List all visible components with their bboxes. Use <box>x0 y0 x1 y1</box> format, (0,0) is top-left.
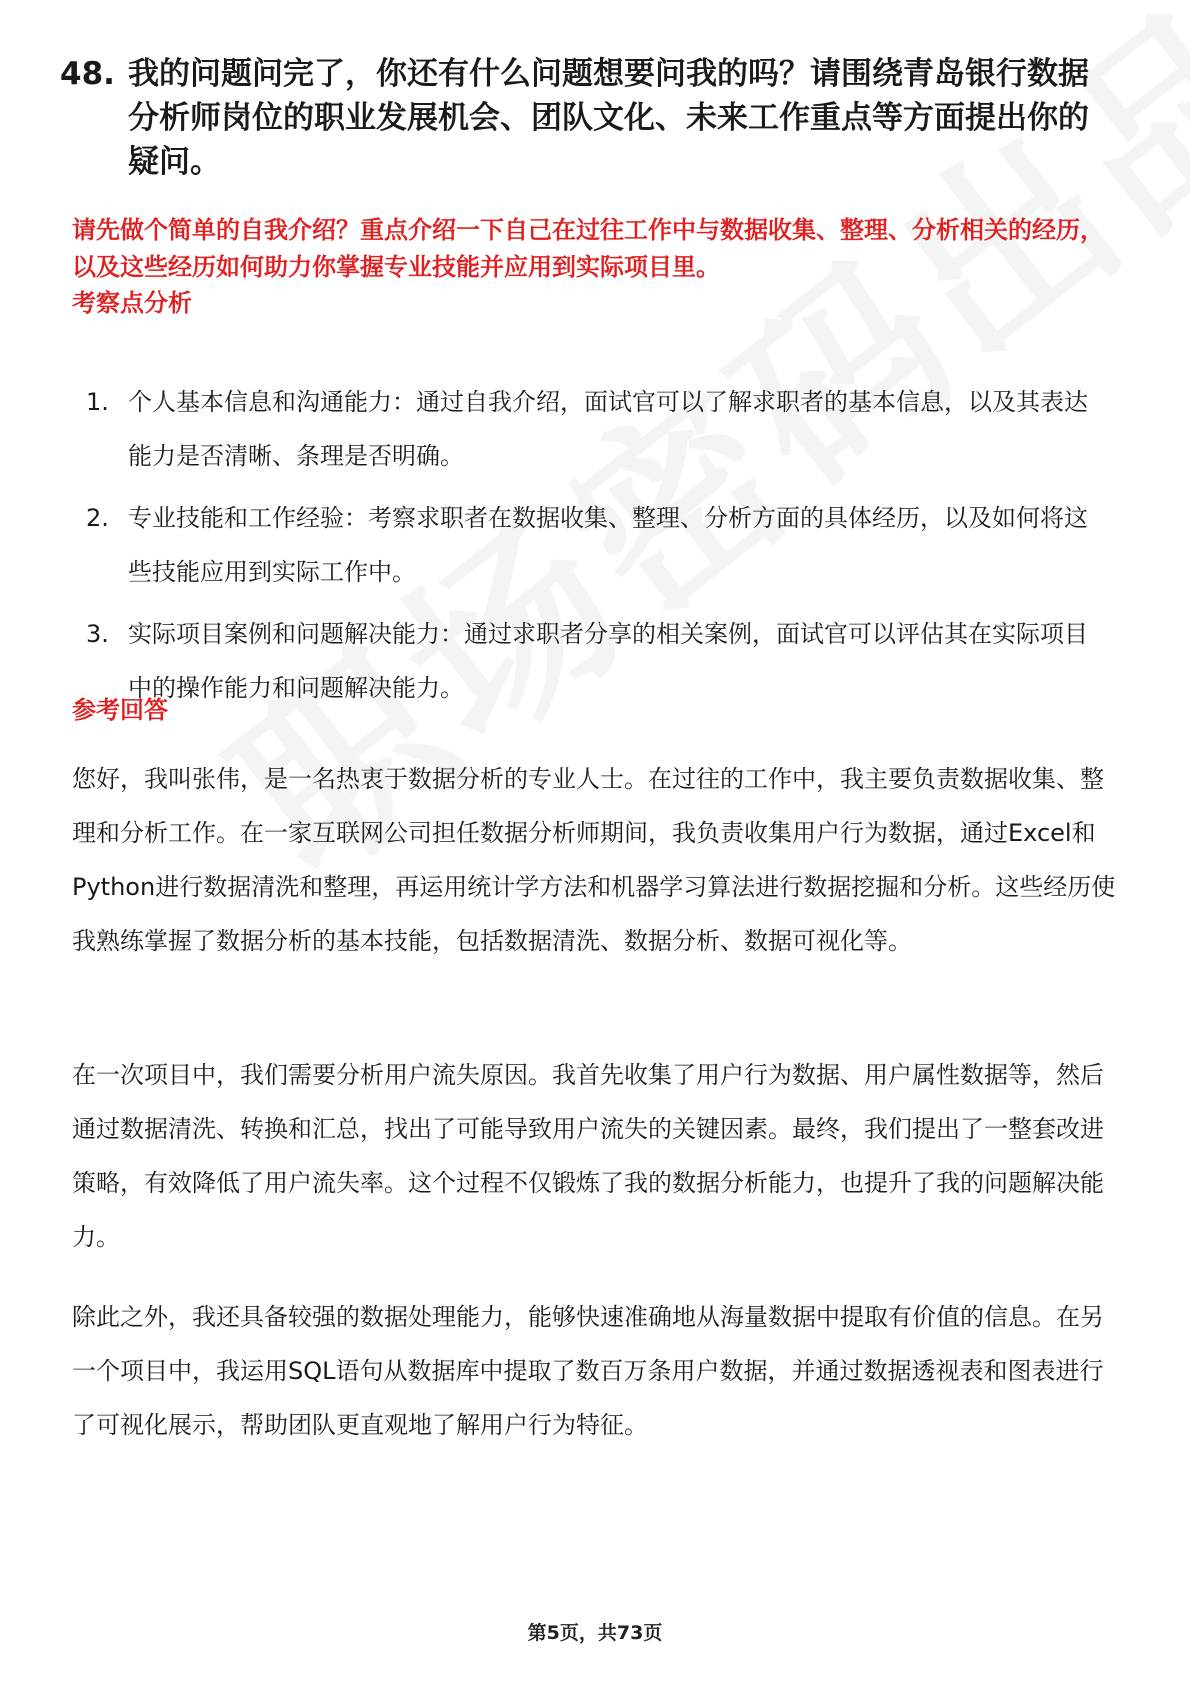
analysis-list <box>72 375 1122 723</box>
analysis-heading: 考察点分析 <box>72 289 192 317</box>
question-text: 我的问题问完了，你还有什么问题想要问我的吗？请围绕青岛银行数据分析师岗位的职业发展机会、团队文化、未来工作重点等方面提出你的疑问。 <box>128 56 1089 180</box>
list-item-text: 个人基本信息和沟通能力：通过自我介绍，面试官可以了解求职者的基本信息，以及其表达能力是否清晰、条理是否明确。 <box>128 388 1088 470</box>
list-item <box>72 607 1122 715</box>
answer-paragraph: 您好，我叫张伟，是一名热衷于数据分析的专业人士。在过往的工作中，我主要负责数据收集、整理和分析工作。在一家互联网公司担任数据分析师期间，我负责收集用户行为数据，通过Excel和Python进行数据清洗和整理，再运用统计学方法和机器学习算法进行数据挖掘和分析。这些经历使我熟练掌握了数据分析的基本技能，包括数据清洗、数据分析、数据可视化等。 <box>72 765 1116 955</box>
list-item-text: 专业技能和工作经验：考察求职者在数据收集、整理、分析方面的具体经历，以及如何将这些技能应用到实际工作中。 <box>128 504 1088 586</box>
list-item-number: 1. <box>86 388 109 416</box>
list-item-text: 实际项目案例和问题解决能力：通过求职者分享的相关案例，面试官可以评估其在实际项目中的操作能力和问题解决能力。 <box>128 620 1088 702</box>
answer-paragraph: 在一次项目中，我们需要分析用户流失原因。我首先收集了用户行为数据、用户属性数据等，然后通过数据清洗、转换和汇总，找出了可能导致用户流失的关键因素。最终，我们提出了一整套改进策略，有效降低了用户流失率。这个过程不仅锻炼了我的数据分析能力，也提升了我的问题解决能力。 <box>72 1061 1104 1251</box>
answer-heading: 参考回答 <box>72 696 168 724</box>
list-item <box>72 491 1122 599</box>
interview-question: 请先做个简单的自我介绍？重点介绍一下自己在过往工作中与数据收集、整理、分析相关的经历，以及这些经历如何助力你掌握专业技能并应用到实际项目里。 <box>72 216 1104 281</box>
question-title <box>60 52 1120 184</box>
answer-paragraph: 除此之外，我还具备较强的数据处理能力，能够快速准确地从海量数据中提取有价值的信息。在另一个项目中，我运用SQL语句从数据库中提取了数百万条用户数据，并通过数据透视表和图表进行了可视化展示，帮助团队更直观地了解用户行为特征。 <box>72 1303 1104 1439</box>
page-number: 第5页，共73页 <box>527 1622 663 1644</box>
list-item-number: 2. <box>86 504 109 532</box>
list-item <box>72 375 1122 483</box>
question-number: 48. <box>60 56 115 92</box>
list-item-number: 3. <box>86 620 109 648</box>
